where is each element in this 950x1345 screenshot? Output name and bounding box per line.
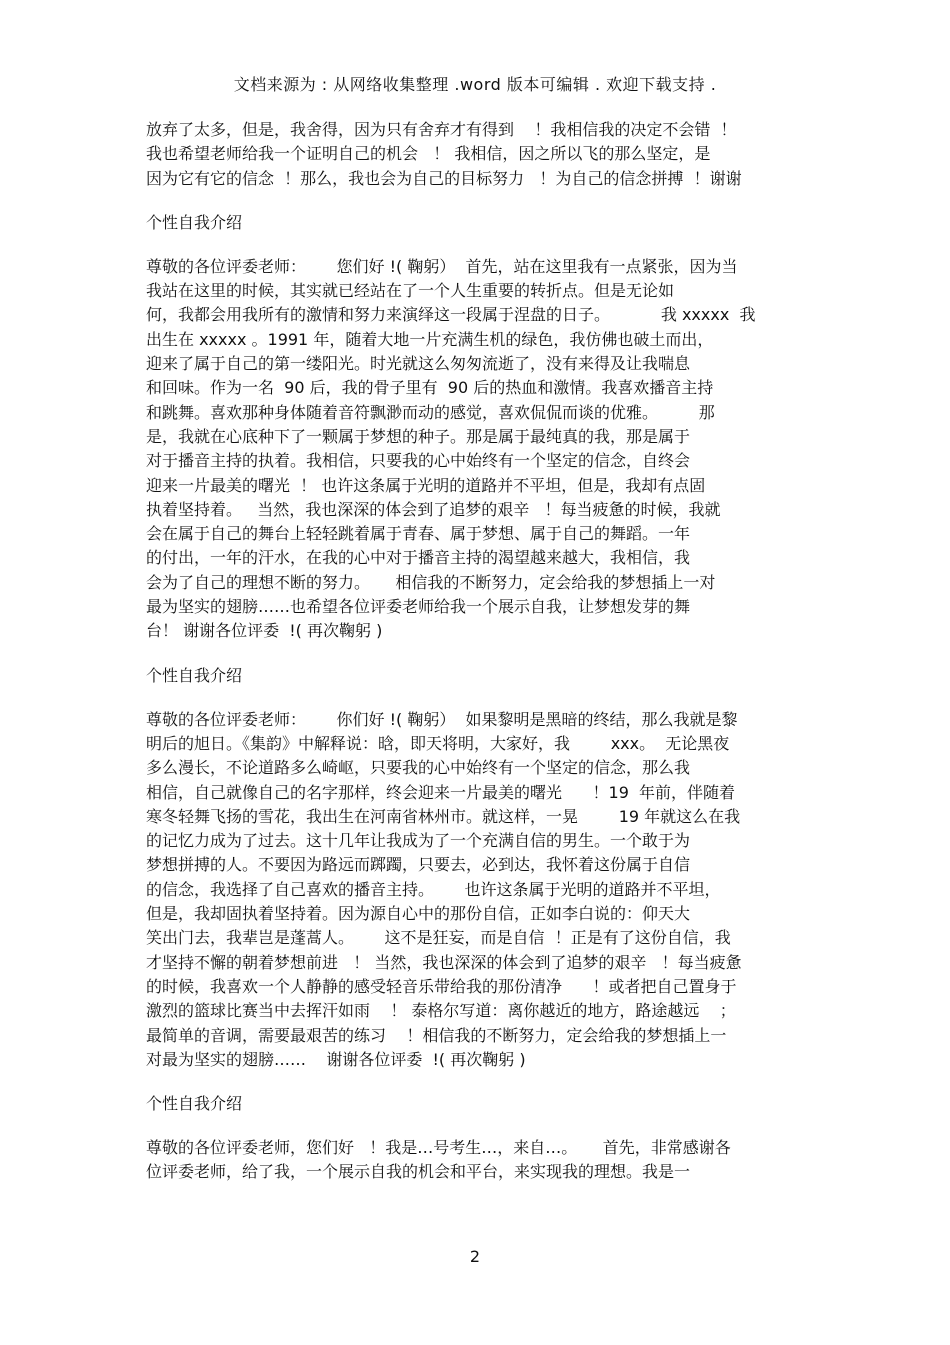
document-body — [146, 118, 846, 1185]
text-line: 执着坚持着。 当然，我也深深的体会到了追梦的艰辛 ！每当疲惫的时候，我就 — [146, 499, 721, 519]
section-heading: 个性自我介绍 — [146, 665, 243, 685]
text-line: 笑出门去，我辈岂是蓬蒿人。 这不是狂妄，而是自信 ！正是有了这份自信，我 — [146, 928, 731, 948]
text-line: 的信念，我选择了自己喜欢的播音主持。 也许这条属于光明的道路并不平坦， — [146, 879, 721, 899]
block-gap — [146, 1116, 846, 1136]
text-line: 的时候，我喜欢一个人静静的感受轻音乐带给我的那份清净 ！或者把自己置身于 — [146, 976, 737, 996]
text-line: 激烈的篮球比赛当中去挥汗如雨 ！ 泰格尔写道：离你越近的地方，路途越远 ； — [146, 1001, 736, 1021]
text-line: 何，我都会用我所有的激情和努力来演绎这一段属于涅盘的日子。 我 xxxxx 我 — [146, 305, 756, 325]
text-line: 寒冬轻舞飞扬的雪花，我出生在河南省林州市。就这样，一晃 19 年就这么在我 — [146, 806, 741, 826]
text-line: 和跳舞。喜欢那种身体随着音符飘渺而动的感觉，喜欢侃侃而谈的优雅。 那 — [146, 402, 715, 422]
text-line: 台！ 谢谢各位评委 !( 再次鞠躬 ) — [146, 621, 383, 641]
text-line: 和回味。作为一名 90 后，我的骨子里有 90 后的热血和激情。我喜欢播音主持 — [146, 378, 714, 398]
text-line: 会在属于自己的舞台上轻轻跳着属于青春、属于梦想、属于自己的舞蹈。一年 — [146, 524, 691, 544]
text-line: 但是，我却固执着坚持着。因为源自心中的那份自信，正如李白说的：仰天大 — [146, 904, 691, 924]
text-line: 最为坚实的翅膀……也希望各位评委老师给我一个展示自我，让梦想发芽的舞 — [146, 597, 691, 617]
text-line: 尊敬的各位评委老师： 你们好 !( 鞠躬） 如果黎明是黑暗的终结，那么我就是黎 — [146, 709, 738, 729]
text-line: 是，我就在心底种下了一颗属于梦想的种子。那是属于最纯真的我，那是属于 — [146, 426, 691, 446]
text-line: 才坚持不懈的朝着梦想前进 ！ 当然，我也深深的体会到了追梦的艰辛 ！每当疲惫 — [146, 952, 742, 972]
block-gap — [146, 191, 846, 211]
text-line: 位评委老师，给了我，一个展示自我的机会和平台，来实现我的理想。我是一 — [146, 1162, 691, 1182]
block-gap — [146, 688, 846, 708]
text-line: 对最为坚实的翅膀…… 谢谢各位评委 !( 再次鞠躬 ) — [146, 1049, 526, 1069]
page-number: 2 — [469, 1247, 481, 1266]
text-line: 尊敬的各位评委老师，您们好 ！我是…号考生…，来自…。 首先，非常感谢各 — [146, 1138, 731, 1158]
block-gap — [146, 1072, 846, 1092]
paragraph — [146, 708, 846, 1072]
text-line: 我也希望老师给我一个证明自己的机会 ！ 我相信，因之所以飞的那么坚定，是 — [146, 144, 711, 164]
text-line: 梦想拼搏的人。不要因为路远而踯躅，只要去，必到达，我怀着这份属于自信 — [146, 855, 691, 875]
text-line: 出生在 xxxxx 。1991 年，随着大地一片充满生机的绿色，我仿佛也破土而出， — [146, 329, 714, 349]
section-heading: 个性自我介绍 — [146, 1094, 243, 1114]
section-heading: 个性自我介绍 — [146, 212, 243, 232]
text-line: 明后的旭日。《集韵》中解释说：晗，即天将明，大家好，我 xxx。 无论黑夜 — [146, 733, 730, 753]
text-line: 会为了自己的理想不断的努力。 相信我的不断努力，定会给我的梦想插上一对 — [146, 572, 716, 592]
text-line: 相信，自己就像自己的名字那样，终会迎来一片最美的曙光 ！19 年前，伴随着 — [146, 782, 736, 802]
text-line: 放弃了太多，但是，我舍得，因为只有舍弃才有得到 ！我相信我的决定不会错 ！ — [146, 120, 737, 139]
paragraph — [146, 118, 846, 191]
text-line: 多么漫长，不论道路多么崎岖，只要我的心中始终有一个坚定的信念，那么我 — [146, 758, 691, 778]
text-line: 迎来了属于自己的第一缕阳光。时光就这么匆匆流逝了，没有来得及让我喘息 — [146, 354, 691, 374]
text-line: 的记忆力成为了过去。这十几年让我成为了一个充满自信的男生。一个敢于为 — [146, 831, 691, 851]
text-line: 最简单的音调，需要最艰苦的练习 ！相信我的不断努力，定会给我的梦想插上一 — [146, 1025, 727, 1045]
text-line: 因为它有它的信念 ！那么，我也会为自己的目标努力 ！为自己的信念拼搏 ！谢谢 — [146, 168, 742, 188]
text-line: 迎来一片最美的曙光 ！ 也许这条属于光明的道路并不平坦，但是，我却有点固 — [146, 475, 706, 495]
text-line: 尊敬的各位评委老师： 您们好 !( 鞠躬） 首先，站在这里我有一点紧张，因为当 — [146, 256, 738, 276]
paragraph — [146, 1136, 846, 1185]
block-gap — [146, 644, 846, 664]
text-line: 的付出，一年的汗水，在我的心中对于播音主持的渴望越来越大，我相信，我 — [146, 548, 691, 568]
page-header: 文档来源为 : 从网络收集整理 .word 版本可编辑 . 欢迎下载支持 . — [233, 75, 717, 94]
block-gap — [146, 235, 846, 255]
text-line: 我站在这里的时候，其实就已经站在了一个人生重要的转折点。但是无论如 — [146, 281, 675, 301]
text-line: 对于播音主持的执着。我相信，只要我的心中始终有一个坚定的信念，自终会 — [146, 451, 691, 471]
paragraph — [146, 255, 846, 644]
